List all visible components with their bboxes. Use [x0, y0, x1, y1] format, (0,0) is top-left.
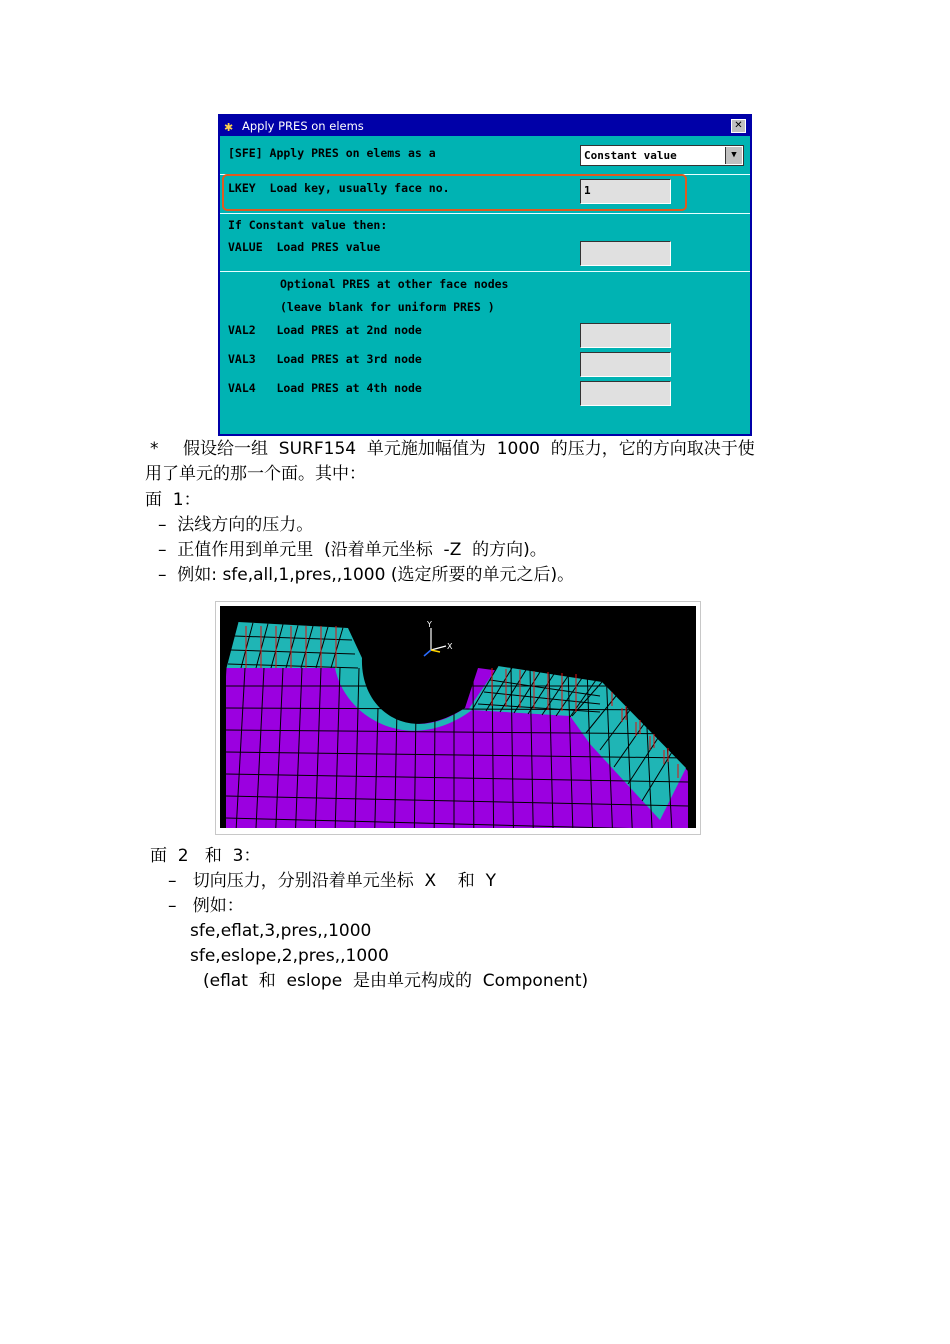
val2-label: VAL2 Load PRES at 2nd node — [228, 323, 422, 337]
val2-input[interactable] — [580, 323, 671, 348]
separator — [220, 271, 750, 272]
list-item: – 例如: sfe,all,1,pres,,1000 (选定所要的单元之后)。 — [158, 565, 575, 585]
dialog-title-bar — [220, 116, 750, 136]
chevron-down-icon[interactable]: ▼ — [725, 147, 742, 164]
note-line: (eflat 和 eslope 是由单元构成的 Component) — [203, 971, 589, 991]
apply-as-select[interactable] — [580, 145, 744, 166]
paragraph-line: 用了单元的那一个面。其中： — [145, 464, 366, 484]
value-input[interactable] — [580, 241, 671, 266]
close-icon[interactable]: ✕ — [731, 119, 746, 133]
lkey-label: LKEY Load key, usually face no. — [228, 181, 450, 195]
val4-input[interactable] — [580, 381, 671, 406]
mesh-figure — [215, 601, 701, 835]
val4-label: VAL4 Load PRES at 4th node — [228, 381, 422, 395]
surf154-mesh-image — [220, 606, 696, 828]
list-item: – 法线方向的压力。 — [158, 515, 314, 535]
val3-label: VAL3 Load PRES at 3rd node — [228, 352, 422, 366]
face-1-heading: 面 1： — [145, 490, 201, 510]
code-line: sfe,eflat,3,pres,,1000 — [190, 921, 372, 941]
system-menu-icon[interactable]: ✱ — [224, 121, 234, 134]
paragraph-line: 假设给一组 SURF154 单元施加幅值为 1000 的压力，它的方向取决于使 — [183, 439, 755, 459]
if-constant-label: If Constant value then: — [228, 218, 388, 232]
list-item: – 切向压力，分别沿着单元坐标 X 和 Y — [168, 871, 496, 891]
val3-input[interactable] — [580, 352, 671, 377]
list-item: – 例如： — [168, 896, 244, 916]
bullet: * — [150, 439, 159, 459]
leave-blank-label: (leave blank for uniform PRES ) — [280, 300, 495, 314]
optional-label: Optional PRES at other face nodes — [280, 277, 509, 291]
sfe-label: [SFE] Apply PRES on elems as a — [228, 146, 436, 160]
dialog-title: Apply PRES on elems — [242, 119, 364, 133]
lkey-input[interactable]: 1 — [580, 179, 671, 204]
separator — [220, 213, 750, 214]
axis-y-label: Y — [427, 620, 432, 629]
value-label: VALUE Load PRES value — [228, 240, 381, 254]
code-line: sfe,eslope,2,pres,,1000 — [190, 946, 389, 966]
list-item: – 正值作用到单元里 (沿着单元坐标 -Z 的方向)。 — [158, 540, 547, 560]
face-2-3-heading: 面 2 和 3： — [150, 846, 261, 866]
axis-x-label: X — [447, 642, 453, 651]
apply-as-value: Constant value — [584, 149, 677, 162]
apply-pres-dialog — [218, 114, 752, 436]
